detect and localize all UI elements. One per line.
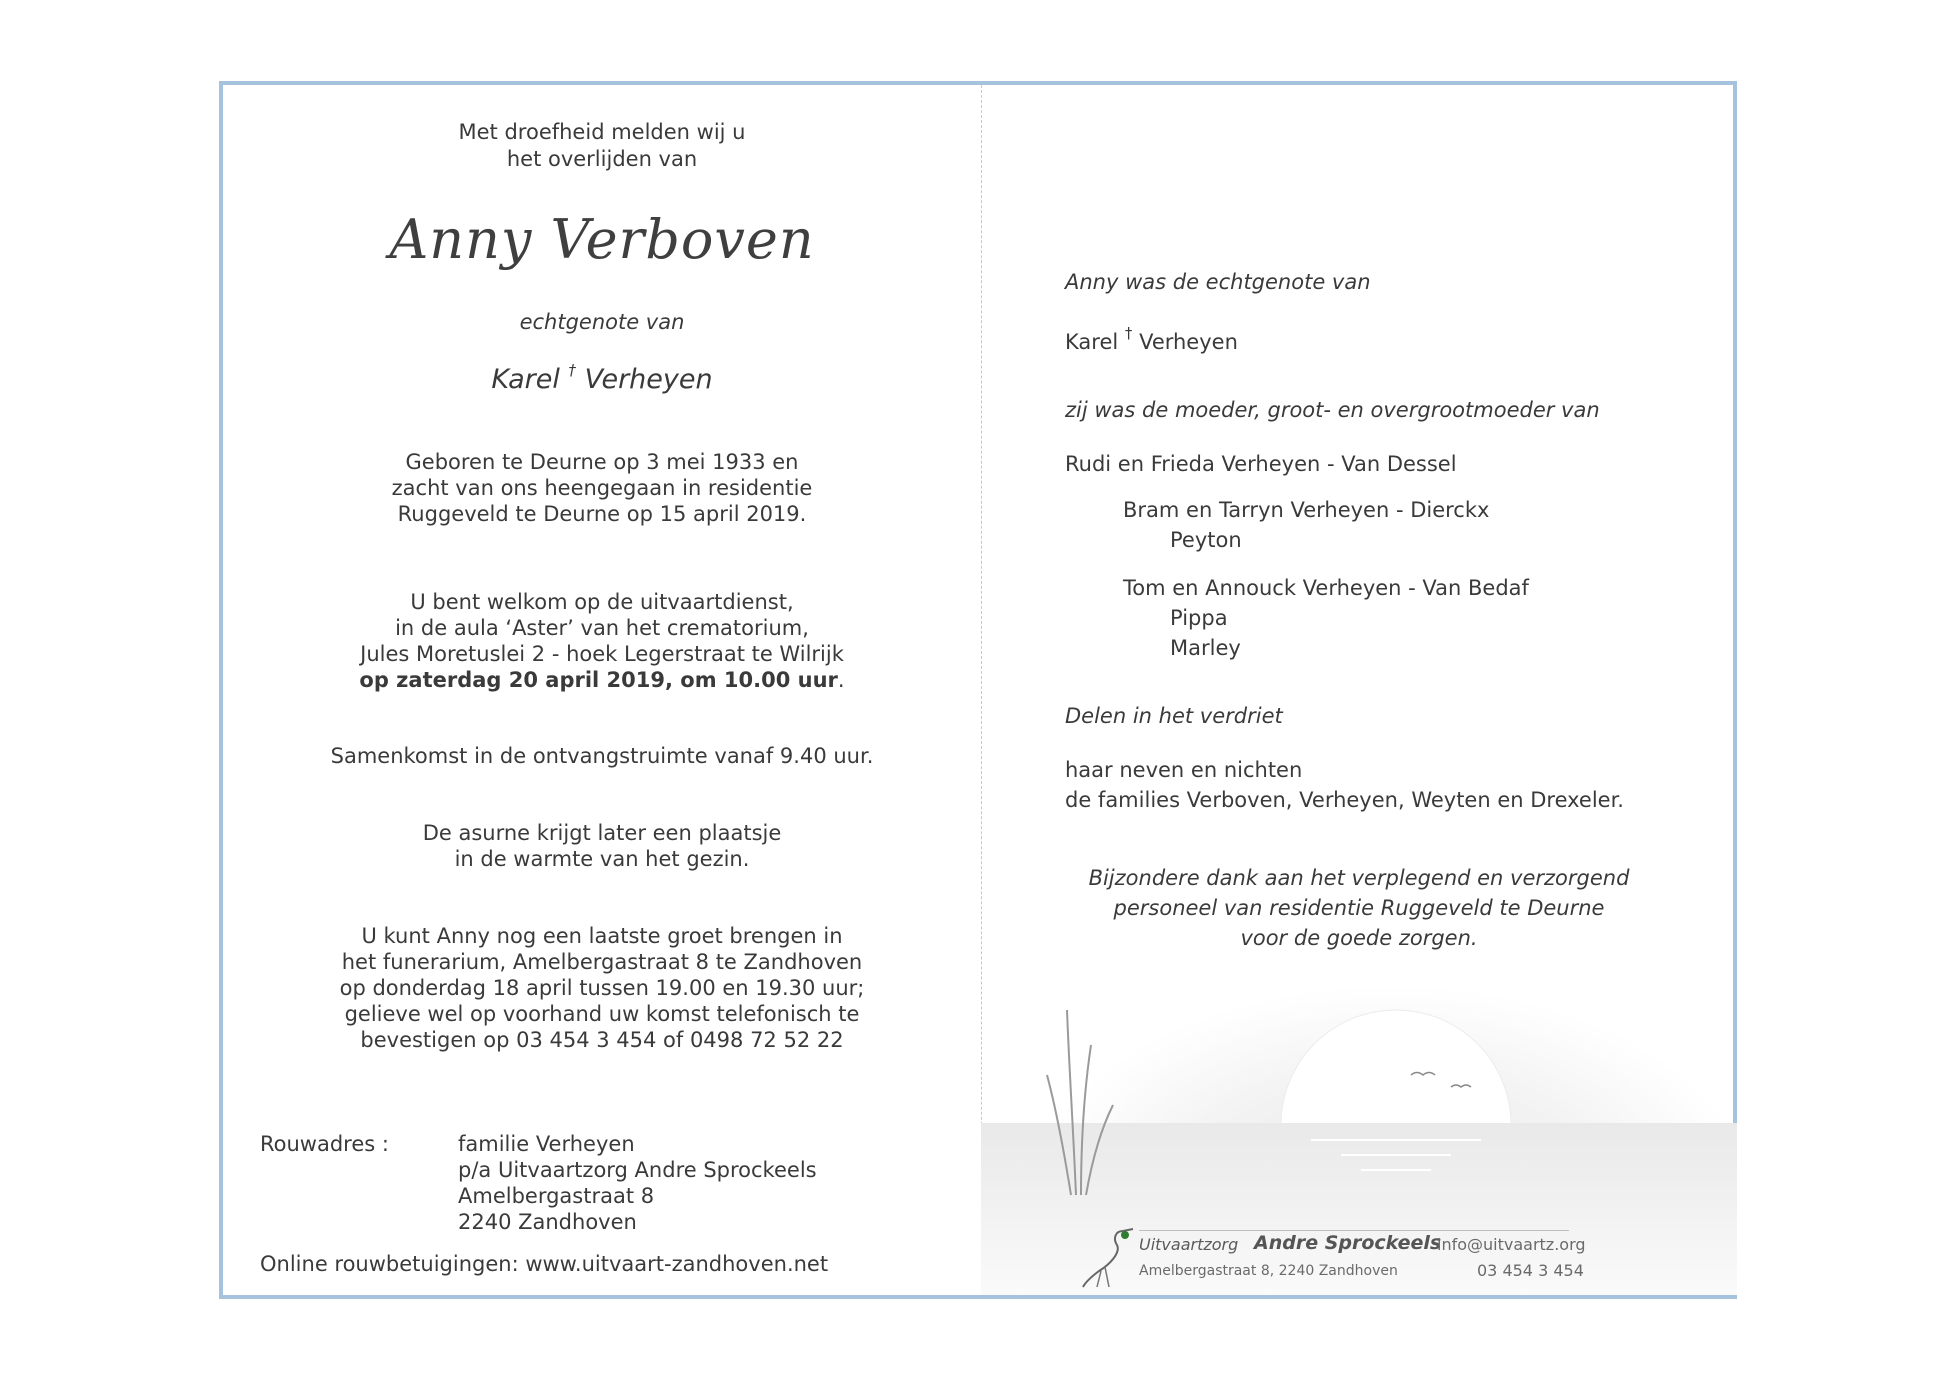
service-line-2: in de aula ‘Aster’ van het crematorium, [395,616,809,640]
footer-phone: 03 454 3 454 [1477,1261,1584,1280]
heron-logo-icon [1079,1225,1139,1289]
birth-line-3: Ruggeveld te Deurne op 15 april 2019. [397,502,807,526]
spouse-intro: echtgenote van [519,310,685,334]
footer-email: info@uitvaartz.org [1437,1235,1586,1254]
spouse-last-name: Verheyen [584,364,713,395]
visit-line-4: gelieve wel op voorhand uw komst telefonisch te [344,1002,860,1026]
birth-line-2: zacht van ons heengegaan in residentie [391,476,813,500]
share-line-2: de families Verboven, Verheyen, Weyten en Drexeler. [1065,788,1624,812]
thanks-line-3: voor de goede zorgen. [1240,926,1478,950]
family-2-child: Peyton [1170,528,1242,552]
birth-line-1: Geboren te Deurne op 3 mei 1933 en [405,450,799,474]
family-3-child-1: Pippa [1170,606,1228,630]
cross-icon: † [568,361,576,379]
urn-line-1: De asurne krijgt later een plaatsje [422,821,782,845]
address-label: Rouwadres : [260,1132,389,1156]
funeral-card [219,81,1737,1299]
right-panel [981,85,1737,1295]
share-heading: Delen in het verdriet [1065,704,1283,728]
address-line-2: p/a Uitvaartzorg Andre Sprockeels [458,1158,817,1182]
right-spouse-name [1065,321,1238,357]
service-line-3: Jules Moretuslei 2 - hoek Legerstraat te Wilrijk [360,642,844,666]
footer-address: Amelbergastraat 8, 2240 Zandhoven [1139,1263,1398,1279]
online-condolences: Online rouwbetuigingen: www.uitvaart-zandhoven.net [260,1252,829,1276]
service-date-period: . [837,668,845,692]
visit-line-5: bevestigen op 03 454 3 454 of 0498 72 52 22 [360,1028,844,1052]
service-date [223,667,981,693]
address-line-1: familie Verheyen [458,1132,635,1156]
footer-brand-name: Andre Sprockeels [1254,1232,1442,1254]
service-line-1: U bent welkom op de uitvaartdienst, [410,590,794,614]
family-3-child-2: Marley [1170,636,1241,660]
intro-line-2: het overlijden van [506,147,698,171]
right-cross-icon: † [1124,324,1133,342]
spouse-heading: Anny was de echtgenote van [1065,270,1371,294]
footer-brand-prefix: Uitvaartzorg [1139,1235,1239,1254]
family-3: Tom en Annouck Verheyen - Van Bedaf [1123,576,1529,600]
spouse-first-name: Karel [491,364,560,395]
family-2: Bram en Tarryn Verheyen - Dierckx [1123,498,1490,522]
right-spouse-first: Karel [1065,330,1119,354]
share-line-1: haar neven en nichten [1065,758,1303,782]
footer-divider [1139,1230,1569,1231]
visit-line-1: U kunt Anny nog een laatste groet brengen in [361,924,843,948]
address-line-4: 2240 Zandhoven [458,1210,637,1234]
visit-line-3: op donderdag 18 april tussen 19.00 en 19.30 uur; [339,976,865,1000]
address-line-3: Amelbergastraat 8 [458,1184,655,1208]
intro-line-1: Met droefheid melden wij u [458,120,746,144]
mother-heading: zij was de moeder, groot- en overgrootmoeder van [1065,398,1600,422]
family-1: Rudi en Frieda Verheyen - Van Dessel [1065,452,1457,476]
thanks-line-2: personeel van residentie Ruggeveld te Deurne [1113,896,1605,920]
service-date-text: op zaterdag 20 april 2019, om 10.00 uur [359,668,838,692]
right-spouse-last: Verheyen [1139,330,1238,354]
left-panel [223,85,981,1295]
deceased-name: Anny Verboven [389,208,815,271]
urn-line-2: in de warmte van het gezin. [454,847,750,871]
thanks-line-1: Bijzondere dank aan het verplegend en verzorgend [1088,866,1630,890]
spouse-name [223,357,981,396]
visit-line-2: het funerarium, Amelbergastraat 8 te Zandhoven [341,950,863,974]
gathering-text: Samenkomst in de ontvangstruimte vanaf 9.40 uur. [330,744,874,768]
